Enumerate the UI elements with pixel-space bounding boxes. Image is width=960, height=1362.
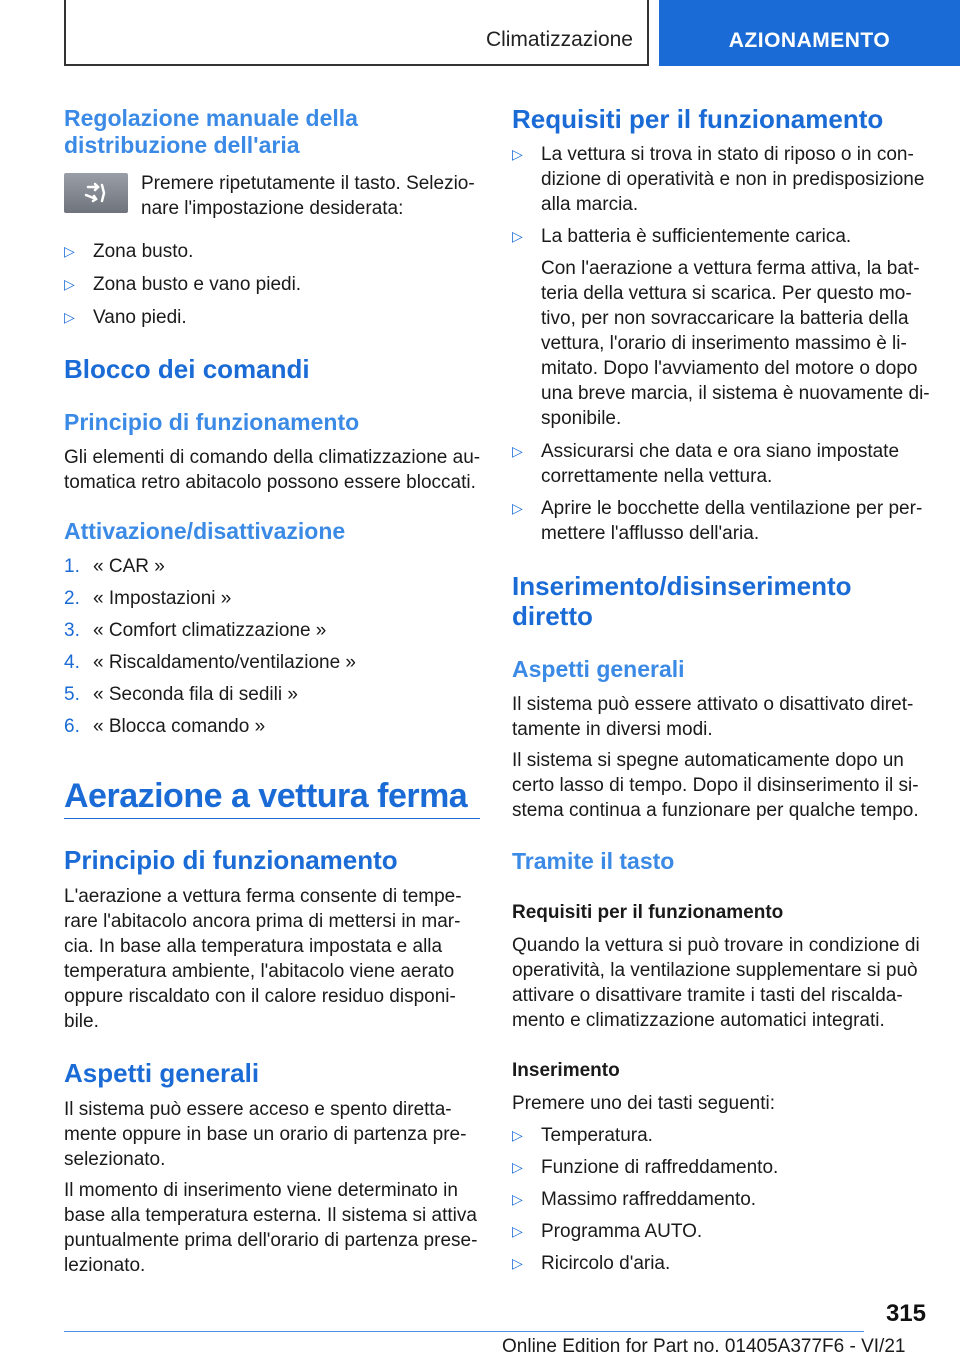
principle-text-6: bile. xyxy=(64,1011,99,1032)
on-text: Premere uno dei tasti seguenti: xyxy=(512,1093,775,1114)
air-distribution-button-image xyxy=(64,173,128,213)
manual-text-2: nare l'impostazione desiderata: xyxy=(141,198,404,219)
req-item-3-2: correttamente nella vettura. xyxy=(541,466,773,487)
aspects-text2-2: certo lasso di tempo. Dopo il disinserimento il si- xyxy=(512,775,919,796)
title-divider xyxy=(64,818,480,819)
req-item-1-3: alla marcia. xyxy=(541,194,639,215)
manual-item-1: Zona busto. xyxy=(93,241,194,262)
button-req-text-2: operatività, la ventilazione supplementare si può xyxy=(512,960,918,981)
principle-title: Principio di funzionamento xyxy=(64,845,398,875)
step-number: 3. xyxy=(64,620,80,641)
req-item-1-1: La vettura si trova in stato di riposo o in con- xyxy=(541,144,914,165)
button-req-title: Requisiti per il funzionamento xyxy=(512,902,784,923)
lock-principle-text-2: tomatica retro abitacolo possono essere bloccati. xyxy=(64,472,476,493)
step-text: « Blocca comando » xyxy=(93,716,266,737)
bullet-icon: ▷ xyxy=(512,1159,523,1175)
aspects-text2-1: Il sistema si spegne automaticamente dopo un xyxy=(512,750,904,771)
principle-text-2: rare l'abitacolo ancora prima di mettersi in mar- xyxy=(64,911,461,932)
battery-note-4: vettura, l'orario di inserimento massimo è li- xyxy=(541,333,907,354)
step-text: « Seconda fila di sedili » xyxy=(93,684,298,705)
lock-principle-title: Principio di funzionamento xyxy=(64,409,360,435)
step-text: « Impostazioni » xyxy=(93,588,232,609)
section-title: Climatizzazione xyxy=(485,28,633,51)
bullet-icon: ▷ xyxy=(512,500,523,516)
page-number: 315 xyxy=(885,1300,926,1327)
direct-title-2: diretto xyxy=(512,601,593,631)
on-item-4: Programma AUTO. xyxy=(541,1221,703,1242)
battery-note-6: una breve marcia, il sistema è nuovamente di- xyxy=(541,383,930,404)
general-text1-1: Il sistema può essere acceso e spento diretta- xyxy=(64,1099,452,1120)
general-text2-2: base alla temperatura esterna. Il sistema si attiva xyxy=(64,1205,477,1226)
battery-note-5: mitato. Dopo l'avviamento del motore o dopo xyxy=(541,358,918,379)
bullet-icon: ▷ xyxy=(512,1127,523,1143)
manual-distribution-title-1: Regolazione manuale della xyxy=(64,105,358,131)
step-number: 2. xyxy=(64,588,80,609)
req-item-4-1: Aprire le bocchette della ventilazione per per- xyxy=(541,498,923,519)
button-req-text-3: attivare o disattivare tramite i tasti del riscalda- xyxy=(512,985,903,1006)
bullet-icon: ▷ xyxy=(64,309,75,325)
req-item-4-2: mettere l'afflusso dell'aria. xyxy=(541,523,760,544)
step-number: 1. xyxy=(64,556,80,577)
bullet-icon: ▷ xyxy=(512,443,523,459)
general-text2-1: Il momento di inserimento viene determinato in xyxy=(64,1180,458,1201)
bullet-icon: ▷ xyxy=(512,1191,523,1207)
manual-text-1: Premere ripetutamente il tasto. Selezio- xyxy=(141,173,475,194)
bullet-icon: ▷ xyxy=(64,243,75,259)
battery-note-3: tivo, per non sovraccaricare la batteria della xyxy=(541,308,909,329)
manual-distribution-title-2: distribuzione dell'aria xyxy=(64,132,300,158)
on-title: Inserimento xyxy=(512,1060,620,1081)
general-text2-4: lezionato. xyxy=(64,1255,146,1276)
bullet-icon: ▷ xyxy=(512,146,523,162)
aspects-text2-3: stema continua a funzionare per qualche tempo. xyxy=(512,800,919,821)
req-item-1-2: dizione di operatività e non in predisposizione xyxy=(541,169,925,190)
step-text: « Riscaldamento/ventilazione » xyxy=(93,652,356,673)
step-number: 5. xyxy=(64,684,80,705)
manual-item-2: Zona busto e vano piedi. xyxy=(93,274,302,295)
lock-title: Blocco dei comandi xyxy=(64,354,310,384)
on-item-5: Ricircolo d'aria. xyxy=(541,1253,671,1274)
principle-text-4: temperatura ambiente, l'abitacolo viene aerato xyxy=(64,961,455,982)
general-text1-2: mente oppure in base un orario di partenza pre- xyxy=(64,1124,467,1145)
bullet-icon: ▷ xyxy=(64,276,75,292)
step-number: 6. xyxy=(64,716,80,737)
aspects-text1-2: tamente in diversi modi. xyxy=(512,719,713,740)
battery-note-7: sponibile. xyxy=(541,408,622,429)
footer-divider xyxy=(64,1331,864,1332)
air-distribution-icon xyxy=(64,173,128,213)
main-title: Aerazione a vettura ferma xyxy=(64,777,468,815)
button-req-text-4: mento e climatizzazione automatici integrati. xyxy=(512,1010,885,1031)
req-title: Requisiti per il funzionamento xyxy=(512,104,884,134)
general-text2-3: puntualmente prima dell'orario di partenza prese- xyxy=(64,1230,478,1251)
battery-note-1: Con l'aerazione a vettura ferma attiva, la bat- xyxy=(541,258,920,279)
bullet-icon: ▷ xyxy=(512,1223,523,1239)
direct-title-1: Inserimento/disinserimento xyxy=(512,571,852,601)
chapter-title: AZIONAMENTO xyxy=(728,29,891,52)
battery-note-2: teria della vettura si scarica. Per questo mo- xyxy=(541,283,912,304)
on-item-3: Massimo raffreddamento. xyxy=(541,1189,757,1210)
lock-principle-text-1: Gli elementi di comando della climatizzazione au- xyxy=(64,447,481,468)
edition-text: Online Edition for Part no. 01405A377F6 - VI/21 xyxy=(502,1336,906,1357)
header-section-box xyxy=(64,0,649,66)
general-title: Aspetti generali xyxy=(64,1058,260,1088)
on-item-2: Funzione di raffreddamento. xyxy=(541,1157,779,1178)
principle-text-3: cia. In base alla temperatura impostata e alla xyxy=(64,936,443,957)
button-req-text-1: Quando la vettura si può trovare in condizione di xyxy=(512,935,920,956)
general-text1-3: selezionato. xyxy=(64,1149,166,1170)
aspects-text1-1: Il sistema può essere attivato o disattivato diret- xyxy=(512,694,914,715)
principle-text-5: oppure riscaldato con il calore residuo disponi- xyxy=(64,986,456,1007)
req-item-3-1: Assicurarsi che data e ora siano impostate xyxy=(541,441,900,462)
step-number: 4. xyxy=(64,652,80,673)
chapter-tab xyxy=(659,0,960,66)
step-text: « Comfort climatizzazione » xyxy=(93,620,327,641)
manual-item-3: Vano piedi. xyxy=(93,307,187,328)
aspects-title: Aspetti generali xyxy=(512,656,685,682)
principle-text-1: L'aerazione a vettura ferma consente di tempe- xyxy=(64,886,462,907)
step-text: « CAR » xyxy=(93,556,165,577)
bullet-icon: ▷ xyxy=(512,1255,523,1271)
bullet-icon: ▷ xyxy=(512,228,523,244)
activation-title: Attivazione/disattivazione xyxy=(64,518,346,544)
button-title: Tramite il tasto xyxy=(512,848,675,874)
req-item-2: La batteria è sufficientemente carica. xyxy=(541,226,852,247)
on-item-1: Temperatura. xyxy=(541,1125,653,1146)
